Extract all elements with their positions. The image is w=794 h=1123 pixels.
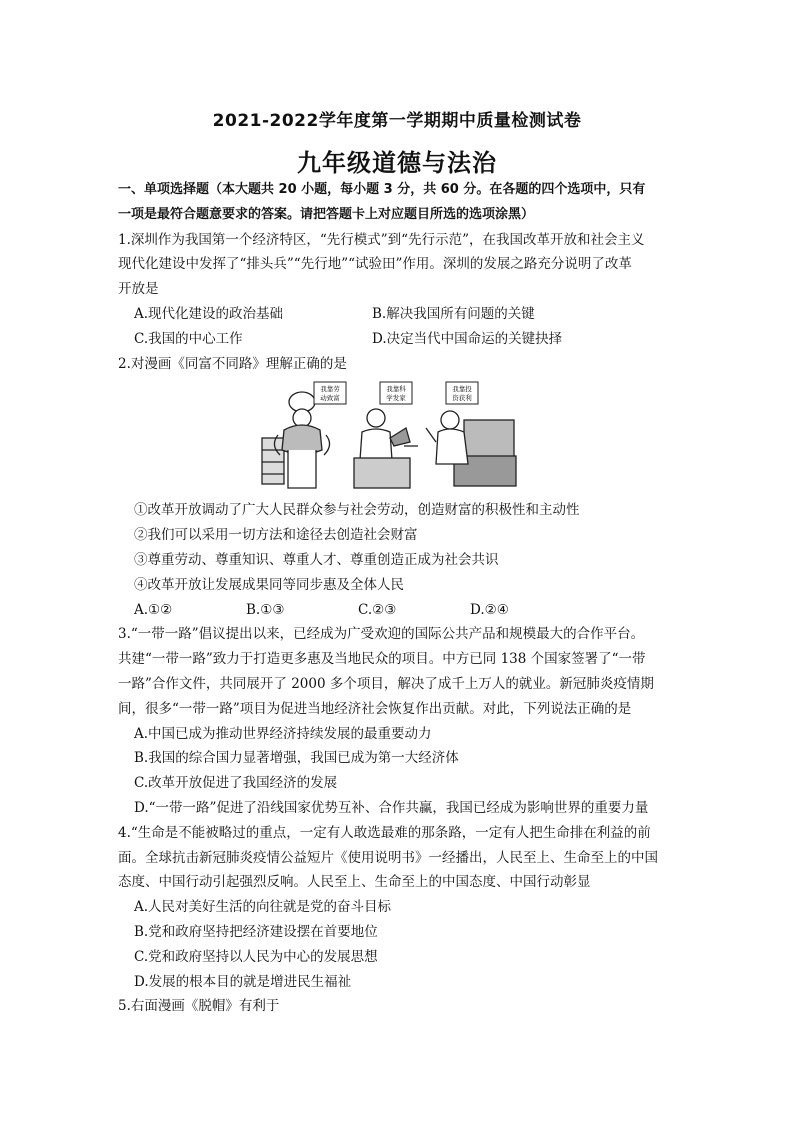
speech-bubble-1 bbox=[314, 382, 346, 404]
q4-stem-line1: 4.“生命是不能被略过的重点，一定有人敢选最难的那条路，一定有人把生命排在利益的前 bbox=[118, 824, 651, 841]
q4-stem-line2: 面。全球抗击新冠肺炎疫情公益短片《使用说明书》一经播出，人民至上、生命至上的中国 bbox=[118, 849, 658, 866]
subject-title: 九年级道德与法治 bbox=[297, 149, 497, 177]
investor-figure bbox=[426, 411, 516, 486]
speech-bubble-2 bbox=[380, 382, 412, 404]
q1-stem-line2: 现代化建设中发挥了“排头兵”“先行地”“试验田”作用。深圳的发展之路充分说明了改革 bbox=[118, 256, 632, 273]
q2-statement-3: ③尊重劳动、尊重知识、尊重人才、尊重创造正成为社会共识 bbox=[134, 551, 499, 568]
q1-stem-line1: 1.深圳作为我国第一个经济特区，“先行模式”到“先行示范”，在我国改革开放和社会主义 bbox=[118, 231, 645, 248]
q1-options-row2 bbox=[118, 327, 688, 352]
exam-title: 2021-2022学年度第一学期期中质量检测试卷 bbox=[212, 111, 582, 131]
q4-stem-line3: 态度、中国行动引起强烈反响。人民至上、生命至上的中国态度、中国行动彰显 bbox=[118, 874, 591, 891]
q3-stem-line4: 间，很多“一带一路”项目为促进当地经济社会恢复作出贡献。对此，下列说法正确的是 bbox=[118, 700, 632, 717]
bubble1-line1: 我靠劳 bbox=[320, 385, 340, 394]
q3-stem-line3: 一路”合作文件，共同展开了 2000 多个项目，解决了成千上万人的就业。新冠肺炎疫情期 bbox=[118, 675, 654, 692]
q1-option-a: A.现代化建设的政治基础 bbox=[134, 305, 284, 322]
section-heading-line2: 一项是最符合题意要求的答案。请把答题卡上对应题目所选的选项涂黑） bbox=[118, 206, 535, 222]
q2-option-c: C.②③ bbox=[358, 601, 397, 618]
q4-option-d: D.发展的根本目的就是增进民生福祉 bbox=[134, 973, 352, 990]
bubble2-line2: 学发家 bbox=[386, 394, 406, 403]
q1-option-c: C.我国的中心工作 bbox=[134, 330, 243, 347]
speech-bubble-3 bbox=[446, 382, 478, 404]
bubble2-line1: 我靠科 bbox=[386, 385, 406, 394]
exam-body bbox=[118, 178, 688, 1019]
section-heading-line1: 一、单项选择题（本大题共 20 小题，每小题 3 分，共 60 分。在各题的四个选项中，只有 bbox=[118, 182, 646, 197]
q2-statement-1: ①改革开放调动了广大人民群众参与社会劳动，创造财富的积极性和主动性 bbox=[134, 502, 580, 519]
q3-option-d: D.“一带一路”促进了沿线国家优势互补、合作共赢，我国已经成为影响世界的重要力量 bbox=[134, 799, 649, 816]
q1-option-d: D.决定当代中国命运的关键抉择 bbox=[372, 330, 563, 347]
bubble3-line1: 我靠投 bbox=[452, 385, 472, 394]
q2-option-a: A.①② bbox=[134, 601, 173, 618]
chef-figure bbox=[262, 392, 330, 488]
bubble1-line2: 动致富 bbox=[320, 394, 340, 403]
cartoon-illustration bbox=[258, 380, 518, 498]
q4-option-b: B.党和政府坚持把经济建设摆在首要地位 bbox=[134, 923, 378, 940]
q2-option-b: B.①③ bbox=[246, 601, 285, 618]
q3-option-a: A.中国已成为推动世界经济持续发展的最重要动力 bbox=[134, 725, 432, 742]
q1-option-b: B.解决我国所有问题的关键 bbox=[372, 305, 535, 322]
q3-stem-line2: 共建“一带一路”致力于打造更多惠及当地民众的项目。中方已同 138 个国家签署了“一带 bbox=[118, 651, 646, 668]
q3-option-b: B.我国的综合国力显著增强，我国已成为第一大经济体 bbox=[134, 750, 459, 767]
q2-statement-2: ②我们可以采用一切方法和途径去创造社会财富 bbox=[134, 527, 418, 544]
q2-options bbox=[118, 598, 688, 623]
q2-statement-4: ④改革开放让发展成果同等同步惠及全体人民 bbox=[134, 576, 404, 593]
q1-options-row1 bbox=[118, 302, 688, 327]
q5-stem: 5.右面漫画《脱帽》有利于 bbox=[118, 998, 280, 1015]
q2-cartoon bbox=[118, 376, 688, 498]
scientist-figure bbox=[354, 409, 418, 488]
q1-stem-line3: 开放是 bbox=[118, 281, 159, 298]
q3-option-c: C.改革开放促进了我国经济的发展 bbox=[134, 775, 338, 792]
q3-stem-line1: 3.“一带一路”倡议提出以来，已经成为广受欢迎的国际公共产品和规模最大的合作平台。 bbox=[118, 626, 645, 643]
bubble3-line2: 资获利 bbox=[452, 394, 472, 403]
q2-option-d: D.②④ bbox=[470, 601, 509, 618]
q2-stem: 2.对漫画《同富不同路》理解正确的是 bbox=[118, 355, 347, 372]
q4-option-a: A.人民对美好生活的向往就是党的奋斗目标 bbox=[134, 899, 392, 916]
q4-option-c: C.党和政府坚持以人民为中心的发展思想 bbox=[134, 948, 378, 965]
